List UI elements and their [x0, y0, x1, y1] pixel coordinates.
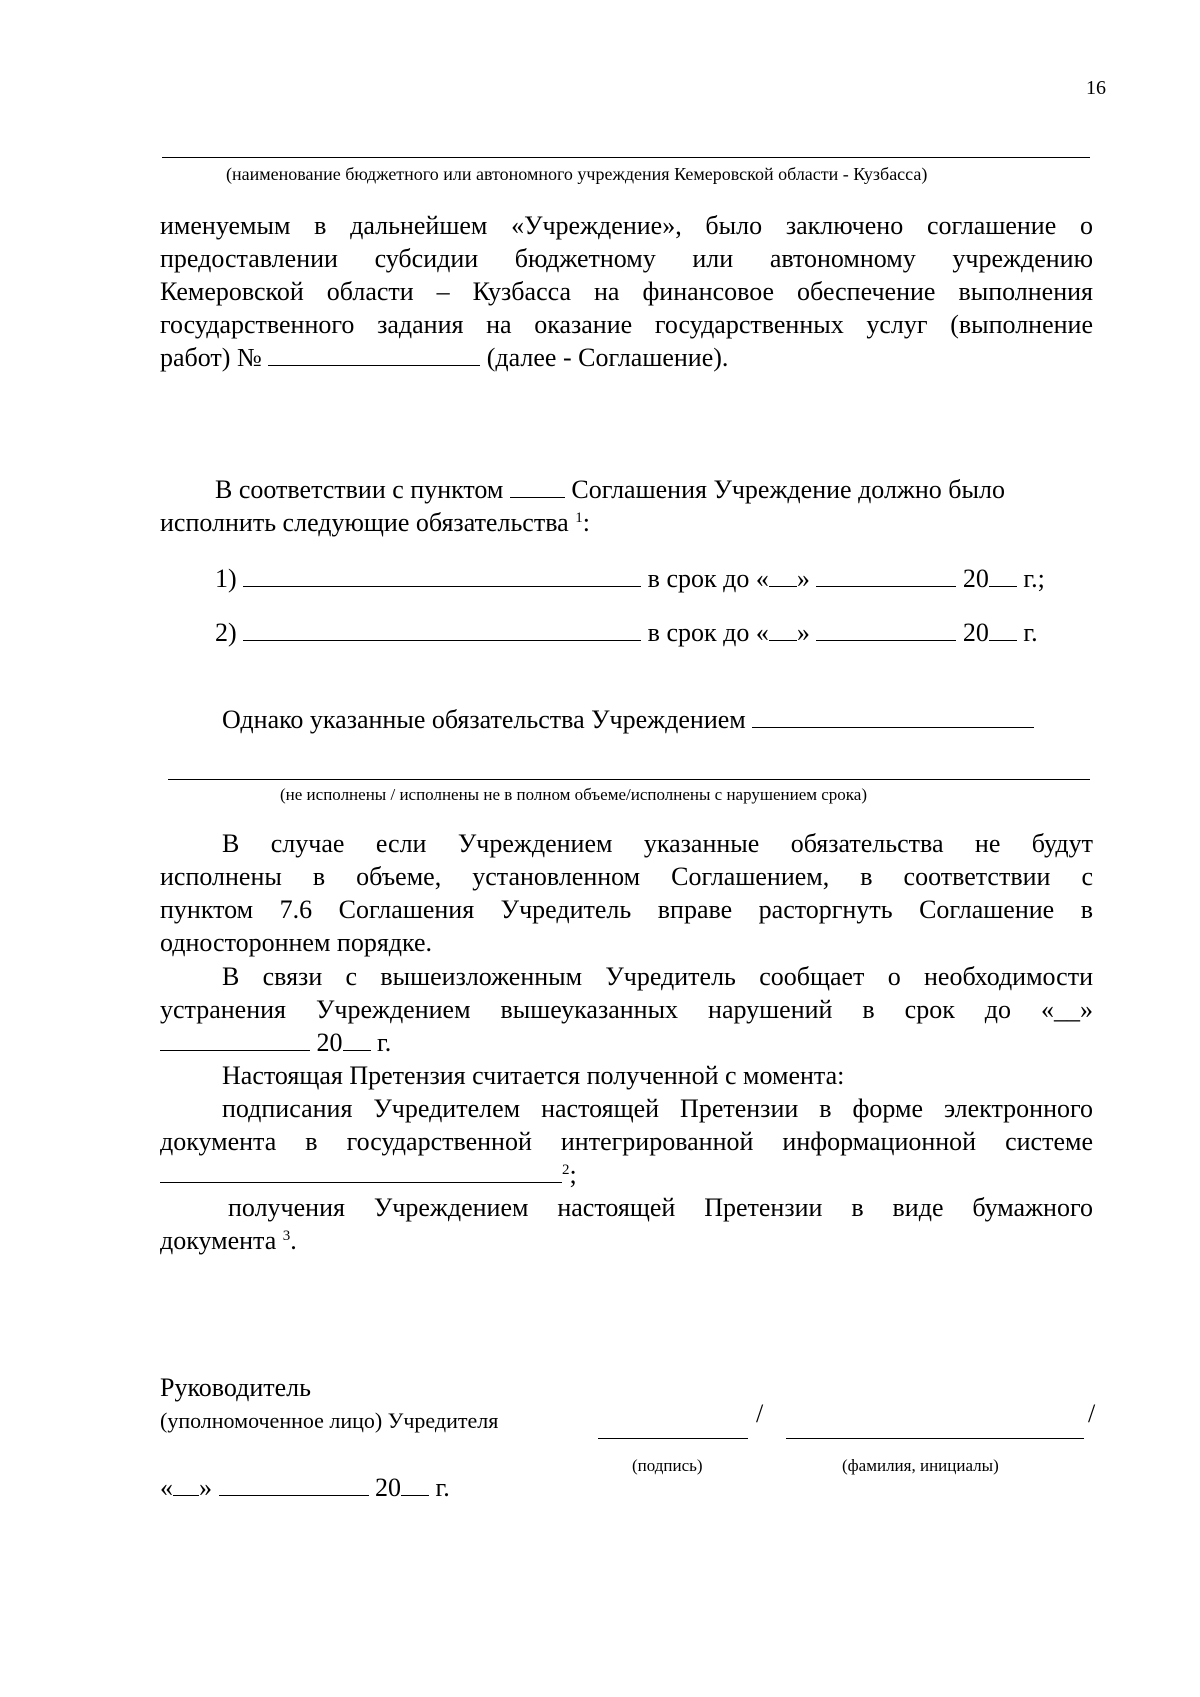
footnote-2: 2: [562, 1162, 570, 1178]
deadline-label: в срок до «: [647, 618, 769, 647]
notify-year-blank: [343, 1028, 371, 1051]
intro-line-3: Кемеровской области – Кузбасса на финансовое обеспечение выполнения: [160, 277, 1093, 306]
notify-month-blank: [160, 1028, 310, 1051]
deadline-label: в срок до «: [647, 564, 769, 593]
case-line-1: В случае если Учреждением указанные обязательства не будут: [222, 829, 1093, 858]
status-caption: (не исполнены / исполнены не в полном объеме/исполнены с нарушением срока): [280, 785, 868, 804]
date-quote-close: »: [199, 1473, 212, 1502]
signature-caption: (подпись): [632, 1456, 703, 1475]
para2-text-c: исполнить следующие обязательства: [160, 508, 569, 537]
sign-line-3: [160, 1159, 577, 1191]
clause-number-blank: [510, 475, 565, 498]
notify-line-2: устранения Учреждением вышеуказанных нарушений в срок до «__»: [160, 995, 1093, 1024]
quote-close: »: [796, 618, 810, 647]
year-blank: [989, 564, 1017, 587]
institution-caption: (наименование бюджетного или автономного учреждения Кемеровской области - Кузбасса): [226, 164, 928, 184]
day-blank: [769, 564, 797, 587]
notify-year-prefix: 20: [316, 1028, 343, 1057]
para2-text-a: В соответствии с пунктом: [215, 475, 504, 504]
obligation-2: [215, 617, 1038, 649]
notify-line-1: В связи с вышеизложенным Учредитель сообщает о необходимости: [222, 962, 1093, 991]
obligation-number: 1): [215, 564, 237, 593]
notify-line-3: [160, 1027, 391, 1059]
system-name-blank: [160, 1160, 562, 1183]
para2-colon: :: [582, 508, 590, 537]
footnote-3: 3: [282, 1228, 291, 1244]
slash-2: /: [1088, 1399, 1096, 1428]
sign-line-1: подписания Учредителем настоящей Претензии в форме электронного: [222, 1094, 1093, 1123]
year-suffix: г.;: [1023, 564, 1045, 593]
footnote-1: 1: [575, 510, 583, 526]
year-blank: [989, 618, 1017, 641]
paper-period: .: [290, 1226, 297, 1255]
obligation-1: [215, 563, 1045, 595]
name-line: [786, 1438, 1084, 1439]
intro-line-5: [160, 342, 728, 374]
status-line: [168, 779, 1090, 780]
month-blank: [816, 564, 956, 587]
para2-text-b: Соглашения Учреждение должно было: [571, 475, 1005, 504]
sign-line-2: документа в государственной интегрированной информационной системе: [160, 1127, 1093, 1156]
intro-line-4: государственного задания на оказание государственных услуг (выполнение: [160, 310, 1093, 339]
however-text: Однако указанные обязательства Учреждением: [222, 705, 746, 734]
signature-line: [598, 1438, 748, 1439]
date-quote-open: «: [160, 1473, 173, 1502]
agreement-number-blank: [268, 343, 480, 366]
date-year-blank: [401, 1473, 429, 1496]
date-month-blank: [219, 1473, 369, 1496]
however-line: [222, 704, 1034, 736]
year-suffix: г.: [1023, 618, 1038, 647]
date-year-prefix: 20: [375, 1473, 401, 1502]
case-line-2: исполнены в объеме, установленном Соглашением, в соответствии с: [160, 862, 1093, 891]
page-number: 16: [1086, 77, 1106, 99]
sign-semicolon: ;: [569, 1160, 577, 1189]
intro-line-1: именуемым в дальнейшем «Учреждение», было заключено соглашение о: [160, 211, 1093, 240]
received-line: Настоящая Претензия считается полученной с момента:: [222, 1061, 845, 1090]
name-caption: (фамилия, инициалы): [842, 1456, 999, 1475]
institution-name-line: [162, 157, 1090, 158]
paper-line-1: получения Учреждением настоящей Претензии в виде бумажного: [228, 1193, 1093, 1222]
intro-last-prefix: работ) №: [160, 343, 262, 372]
obligation-blank: [243, 564, 641, 587]
year-prefix: 20: [962, 564, 989, 593]
paper-line-2: [160, 1225, 297, 1257]
obligation-blank: [243, 618, 641, 641]
case-line-4: одностороннем порядке.: [160, 928, 433, 957]
quote-close: »: [796, 564, 810, 593]
date-year-suffix: г.: [435, 1473, 450, 1502]
obligation-number: 2): [215, 618, 237, 647]
para2-line-2: [160, 507, 590, 539]
status-blank: [752, 705, 1034, 728]
year-prefix: 20: [962, 618, 989, 647]
intro-line-2: предоставлении субсидии бюджетному или автономному учреждению: [160, 244, 1093, 273]
head-subtitle: (уполномоченное лицо) Учредителя: [160, 1408, 499, 1433]
case-line-3: пунктом 7.6 Соглашения Учредитель вправе расторгнуть Соглашение в: [160, 895, 1093, 924]
month-blank: [816, 618, 956, 641]
notify-year-suffix: г.: [377, 1028, 392, 1057]
head-title: Руководитель: [160, 1373, 311, 1402]
date-day-blank: [173, 1473, 199, 1496]
intro-last-suffix: (далее - Соглашение).: [486, 343, 729, 372]
slash-1: /: [756, 1399, 764, 1428]
paper-text: документа: [160, 1226, 277, 1255]
para2-line-1: [215, 474, 1005, 506]
date-line: [160, 1472, 450, 1504]
day-blank: [769, 618, 797, 641]
